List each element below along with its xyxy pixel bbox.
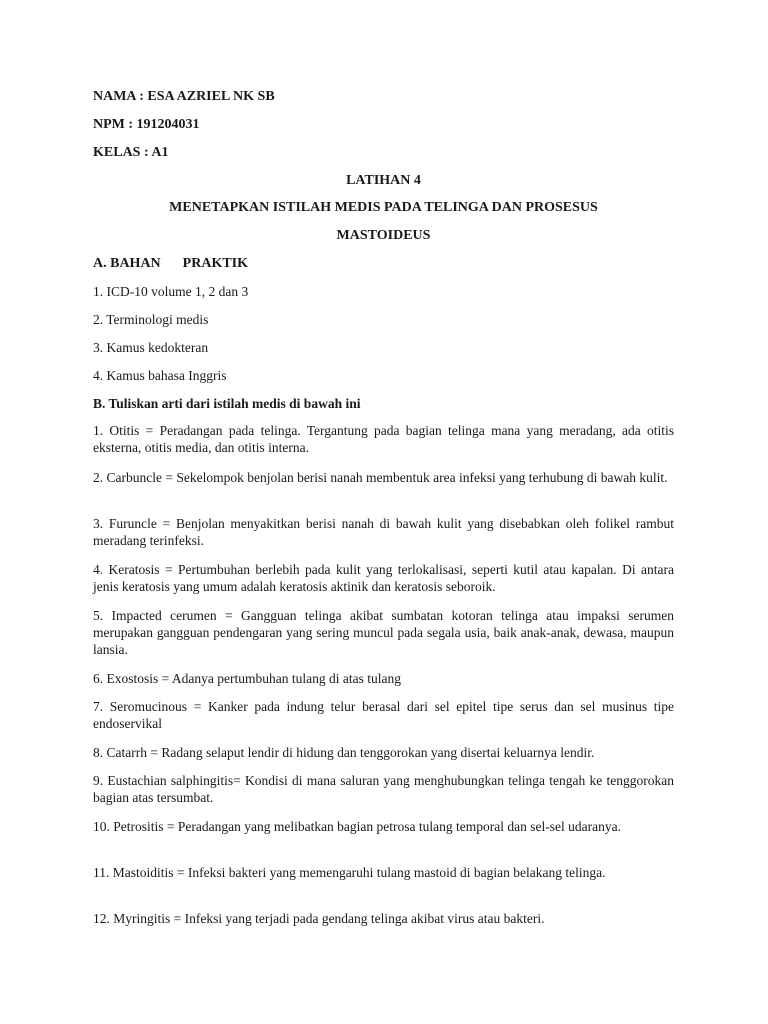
definition-item: 2. Carbuncle = Sekelompok benjolan berisi nanah membentuk area infeksi yang terhubung di bawah kulit. (93, 470, 668, 485)
section-a-title: PRAKTIK (182, 256, 249, 271)
definition-item: 12. Myringitis = Infeksi yang terjadi pada gendang telinga akibat virus atau bakteri. (93, 911, 545, 926)
subject-title-line-2: MASTOIDEUS (336, 228, 431, 243)
list-item: 1. ICD-10 volume 1, 2 dan 3 (93, 284, 249, 299)
definition-item: 1. Otitis = Peradangan pada telinga. Tergantung pada bagian telinga mana yang meradang, ada otitis eksterna, otitis media, dan otitis interna. (93, 423, 674, 455)
definition-item: 5. Impacted cerumen = Gangguan telinga akibat sumbatan kotoran telinga atau impaksi serumen merupakan gangguan pendengaran yang sering muncul pada segala usia, baik anak-anak, dewasa, maupun lansia. (93, 608, 674, 657)
exercise-title: LATIHAN 4 (346, 173, 421, 188)
definition-item: 6. Exostosis = Adanya pertumbuhan tulang di atas tulang (93, 671, 401, 686)
definition-item: 9. Eustachian salphingitis= Kondisi di mana saluran yang menghubungkan telinga tengah ke tenggorokan bagian atas tersumbat. (93, 773, 674, 805)
section-a-letter: A. BAHAN (93, 256, 161, 271)
subject-title-line-1: MENETAPKAN ISTILAH MEDIS PADA TELINGA DAN PROSESUS (169, 200, 598, 215)
student-name: NAMA : ESA AZRIEL NK SB (93, 89, 275, 104)
list-item: 4. Kamus bahasa Inggris (93, 368, 227, 383)
list-item: 2. Terminologi medis (93, 312, 209, 327)
definition-item: 4. Keratosis = Pertumbuhan berlebih pada kulit yang terlokalisasi, seperti kutil atau kapalan. Di antara jenis keratosis yang umum adalah keratosis aktinik dan keratosis seboroik. (93, 562, 674, 594)
definition-item: 8. Catarrh = Radang selaput lendir di hidung dan tenggorokan yang disertai keluarnya lendir. (93, 745, 595, 760)
student-class: KELAS : A1 (93, 145, 169, 160)
section-a-heading (93, 255, 248, 273)
definition-item: 10. Petrositis = Peradangan yang melibatkan bagian petrosa tulang temporal dan sel-sel udaranya. (93, 819, 621, 834)
definition-item: 7. Seromucinous = Kanker pada indung telur berasal dari sel epitel tipe serus dan sel musinus tipe endoservikal (93, 699, 674, 731)
definition-item: 11. Mastoiditis = Infeksi bakteri yang memengaruhi tulang mastoid di bagian belakang telinga. (93, 865, 606, 880)
section-b-heading: B. Tuliskan arti dari istilah medis di bawah ini (93, 396, 361, 411)
list-item: 3. Kamus kedokteran (93, 340, 209, 355)
student-npm: NPM : 191204031 (93, 117, 200, 132)
definition-item: 3. Furuncle = Benjolan menyakitkan berisi nanah di bawah kulit yang disebabkan oleh folikel rambut meradang terinfeksi. (93, 516, 674, 548)
